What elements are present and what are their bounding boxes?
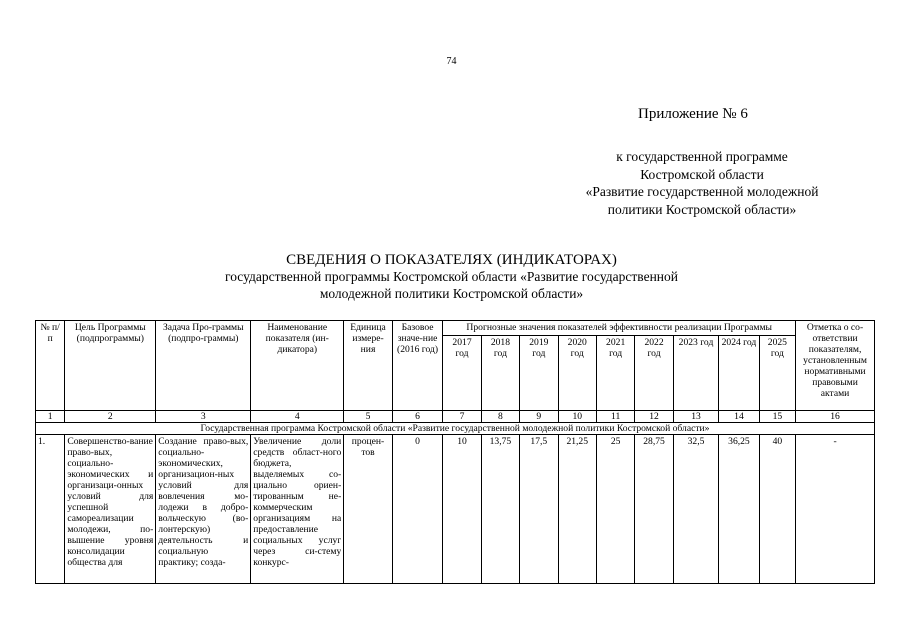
header-year: 2025 год	[759, 336, 795, 411]
indicators-table	[35, 320, 875, 584]
row-task	[156, 435, 251, 584]
column-number-row	[36, 411, 875, 423]
column-number: 8	[481, 411, 519, 423]
header-year: 2022 год	[635, 336, 673, 411]
header-indicator: Наименование показателя (ин-дикатора)	[251, 321, 344, 411]
row-indicator	[251, 435, 344, 584]
column-number: 12	[635, 411, 673, 423]
row-task-text: Создание право-вых, социально-экономических, организацион-ных условий для вовлечения мо-лодежи в добро-вольческую (во-лонтерскую) деятельность и социальную практику; созда-	[158, 436, 249, 568]
column-number: 10	[558, 411, 596, 423]
header-goal: Цель Программы (подпрограммы)	[65, 321, 156, 411]
appendix-line: политики Костромской области»	[607, 201, 797, 217]
column-number: 7	[443, 411, 481, 423]
column-number: 11	[596, 411, 634, 423]
document-subtitle	[150, 268, 753, 302]
row-base: 0	[392, 435, 443, 584]
column-number: 5	[344, 411, 393, 423]
program-row	[36, 423, 875, 435]
header-num: № п/п	[36, 321, 65, 411]
header-mark: Отметка о со-ответствии показателям, установленным нормативными правовыми актами	[796, 321, 875, 411]
header-unit: Единица измере-ния	[344, 321, 393, 411]
appendix-title: Приложение № 6	[638, 106, 748, 122]
program-name: Государственная программа Костромской области «Развитие государственной молодежной политики Костромской области»	[36, 423, 875, 435]
column-number: 9	[520, 411, 558, 423]
column-number: 13	[673, 411, 718, 423]
row-value: 10	[443, 435, 481, 584]
document-title: СВЕДЕНИЯ О ПОКАЗАТЕЛЯХ (ИНДИКАТОРАХ)	[286, 252, 617, 268]
column-number: 2	[65, 411, 156, 423]
column-number: 15	[759, 411, 795, 423]
page-number: 74	[446, 56, 457, 67]
row-value: 40	[759, 435, 795, 584]
row-value: 36,25	[719, 435, 759, 584]
appendix-line: Костромской области	[640, 166, 764, 182]
header-task: Задача Про-граммы (подпро-граммы)	[156, 321, 251, 411]
subtitle-line: государственной программы Костромской области «Развитие государственной	[225, 269, 678, 284]
column-number: 16	[796, 411, 875, 423]
row-unit: процен-тов	[344, 435, 393, 584]
row-value: 28,75	[635, 435, 673, 584]
row-goal-text: Совершенство-вание право-вых, социально-экономических и организаци-онных условий для успешной самореализации молодежи, по-вышение уровня консолидации общества для	[67, 436, 154, 568]
header-year: 2018 год	[481, 336, 519, 411]
column-number: 4	[251, 411, 344, 423]
header-year: 2021 год	[596, 336, 634, 411]
row-value: 25	[596, 435, 634, 584]
row-value: 13,75	[481, 435, 519, 584]
table-row	[36, 435, 875, 584]
row-value: 32,5	[673, 435, 718, 584]
column-number: 14	[719, 411, 759, 423]
row-value: 21,25	[558, 435, 596, 584]
row-mark: -	[796, 435, 875, 584]
appendix-line: «Развитие государственной молодежной	[585, 184, 819, 199]
row-value: 17,5	[520, 435, 558, 584]
column-number: 1	[36, 411, 65, 423]
appendix-reference	[552, 148, 852, 218]
header-year: 2020 год	[558, 336, 596, 411]
subtitle-line: молодежной политики Костромской области»	[319, 286, 584, 301]
header-year: 2023 год	[673, 336, 718, 411]
header-year: 2017 год	[443, 336, 481, 411]
row-goal	[65, 435, 156, 584]
column-number: 6	[392, 411, 443, 423]
header-forecast: Прогнозные значения показателей эффективности реализации Программы	[443, 321, 796, 336]
row-num: 1.	[36, 435, 65, 584]
header-year: 2024 год	[719, 336, 759, 411]
header-year: 2019 год	[520, 336, 558, 411]
column-number: 3	[156, 411, 251, 423]
row-indicator-text: Увеличение доли средств област-ного бюджета, выделяемых со-циально ориен-тированным не-коммерческим организациям на предоставление социальных услуг через си-стему конкурс-	[253, 436, 342, 568]
appendix-line: к государственной программе	[616, 149, 788, 164]
header-base: Базовое значе-ние (2016 год)	[392, 321, 443, 411]
